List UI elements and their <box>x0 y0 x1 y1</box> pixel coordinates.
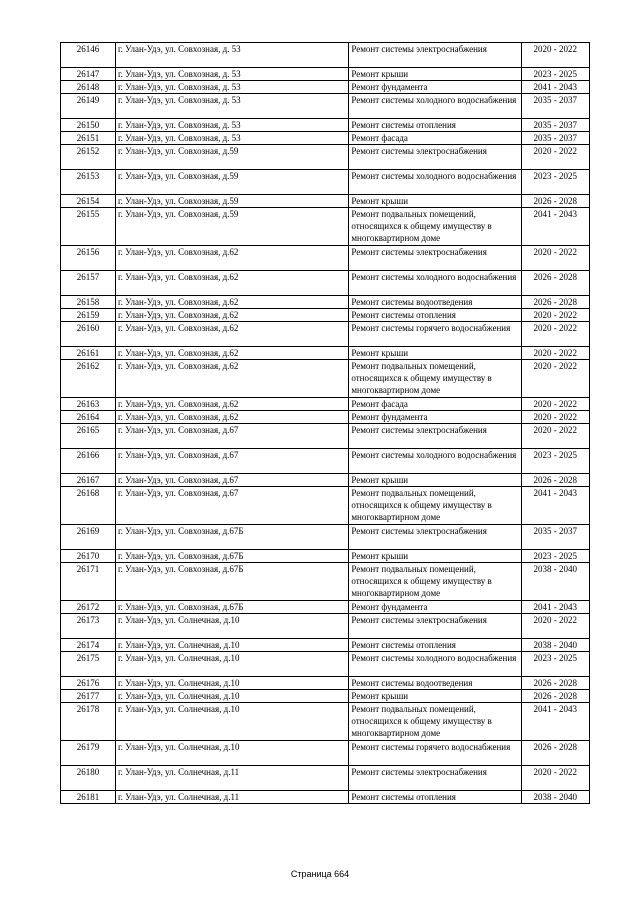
row-number-cell: 26174 <box>61 639 116 652</box>
work-type-cell: Ремонт системы электроснабжения <box>349 43 521 68</box>
address-cell: г. Улан-Удэ, ул. Солнечная, д.10 <box>115 677 348 690</box>
period-cell: 2020 - 2022 <box>521 411 589 424</box>
address-cell: г. Улан-Удэ, ул. Солнечная, д.10 <box>115 639 348 652</box>
work-type-cell: Ремонт крыши <box>349 690 521 703</box>
work-type-cell: Ремонт крыши <box>349 550 521 563</box>
table-row <box>61 525 590 550</box>
table-row <box>61 791 590 804</box>
table-row <box>61 43 590 68</box>
address-cell: г. Улан-Удэ, ул. Совхозная, д. 53 <box>115 68 348 81</box>
row-number-cell: 26167 <box>61 474 116 487</box>
address-cell: г. Улан-Удэ, ул. Совхозная, д.67 <box>115 474 348 487</box>
work-type-cell: Ремонт системы отопления <box>349 791 521 804</box>
table-row <box>61 601 590 614</box>
address-cell: г. Улан-Удэ, ул. Совхозная, д.67Б <box>115 601 348 614</box>
table-row <box>61 652 590 677</box>
work-type-cell: Ремонт системы отопления <box>349 639 521 652</box>
row-number-cell: 26164 <box>61 411 116 424</box>
period-cell: 2026 - 2028 <box>521 474 589 487</box>
period-cell: 2026 - 2028 <box>521 195 589 208</box>
period-cell: 2020 - 2022 <box>521 614 589 639</box>
period-cell: 2041 - 2043 <box>521 208 589 246</box>
work-type-cell: Ремонт подвальных помещений, относящихся к общему имуществу в многоквартирном доме <box>349 360 521 398</box>
row-number-cell: 26165 <box>61 424 116 449</box>
table-row <box>61 309 590 322</box>
address-cell: г. Улан-Удэ, ул. Совхозная, д.62 <box>115 309 348 322</box>
period-cell: 2023 - 2025 <box>521 170 589 195</box>
work-type-cell: Ремонт фундамента <box>349 601 521 614</box>
work-type-cell: Ремонт подвальных помещений, относящихся к общему имуществу в многоквартирном доме <box>349 563 521 601</box>
row-number-cell: 26171 <box>61 563 116 601</box>
address-cell: г. Улан-Удэ, ул. Совхозная, д.62 <box>115 271 348 296</box>
address-cell: г. Улан-Удэ, ул. Совхозная, д.62 <box>115 246 348 271</box>
table-row <box>61 208 590 246</box>
work-type-cell: Ремонт крыши <box>349 195 521 208</box>
table-row <box>61 145 590 170</box>
row-number-cell: 26161 <box>61 347 116 360</box>
period-cell: 2020 - 2022 <box>521 398 589 411</box>
period-cell: 2020 - 2022 <box>521 43 589 68</box>
address-cell: г. Улан-Удэ, ул. Совхозная, д. 53 <box>115 132 348 145</box>
period-cell: 2026 - 2028 <box>521 296 589 309</box>
row-number-cell: 26163 <box>61 398 116 411</box>
work-type-cell: Ремонт подвальных помещений, относящихся к общему имуществу в многоквартирном доме <box>349 208 521 246</box>
work-type-cell: Ремонт подвальных помещений, относящихся к общему имуществу в многоквартирном доме <box>349 487 521 525</box>
table-row <box>61 68 590 81</box>
row-number-cell: 26159 <box>61 309 116 322</box>
address-cell: г. Улан-Удэ, ул. Солнечная, д.10 <box>115 703 348 741</box>
work-type-cell: Ремонт системы электроснабжения <box>349 525 521 550</box>
address-cell: г. Улан-Удэ, ул. Совхозная, д. 53 <box>115 94 348 119</box>
table-row <box>61 195 590 208</box>
work-type-cell: Ремонт системы водоотведения <box>349 296 521 309</box>
work-type-cell: Ремонт системы отопления <box>349 119 521 132</box>
work-type-cell: Ремонт системы холодного водоснабжения <box>349 271 521 296</box>
period-cell: 2041 - 2043 <box>521 81 589 94</box>
table-row <box>61 614 590 639</box>
row-number-cell: 26153 <box>61 170 116 195</box>
address-cell: г. Улан-Удэ, ул. Солнечная, д.11 <box>115 791 348 804</box>
address-cell: г. Улан-Удэ, ул. Совхозная, д.62 <box>115 347 348 360</box>
work-type-cell: Ремонт системы отопления <box>349 309 521 322</box>
row-number-cell: 26155 <box>61 208 116 246</box>
table-row <box>61 360 590 398</box>
work-type-cell: Ремонт системы электроснабжения <box>349 766 521 791</box>
address-cell: г. Улан-Удэ, ул. Совхозная, д.67Б <box>115 550 348 563</box>
table-row <box>61 449 590 474</box>
address-cell: г. Улан-Удэ, ул. Солнечная, д.10 <box>115 690 348 703</box>
address-cell: г. Улан-Удэ, ул. Совхозная, д.59 <box>115 170 348 195</box>
work-type-cell: Ремонт крыши <box>349 474 521 487</box>
address-cell: г. Улан-Удэ, ул. Совхозная, д.62 <box>115 296 348 309</box>
row-number-cell: 26179 <box>61 741 116 766</box>
period-cell: 2041 - 2043 <box>521 703 589 741</box>
work-type-cell: Ремонт системы горячего водоснабжения <box>349 322 521 347</box>
table-row <box>61 766 590 791</box>
table-row <box>61 119 590 132</box>
row-number-cell: 26166 <box>61 449 116 474</box>
work-type-cell: Ремонт системы электроснабжения <box>349 424 521 449</box>
address-cell: г. Улан-Удэ, ул. Совхозная, д.67Б <box>115 525 348 550</box>
table-row <box>61 690 590 703</box>
period-cell: 2041 - 2043 <box>521 601 589 614</box>
work-type-cell: Ремонт системы водоотведения <box>349 677 521 690</box>
address-cell: г. Улан-Удэ, ул. Совхозная, д. 53 <box>115 119 348 132</box>
address-cell: г. Улан-Удэ, ул. Совхозная, д.59 <box>115 145 348 170</box>
table-row <box>61 487 590 525</box>
address-cell: г. Улан-Удэ, ул. Солнечная, д.10 <box>115 614 348 639</box>
row-number-cell: 26162 <box>61 360 116 398</box>
row-number-cell: 26170 <box>61 550 116 563</box>
period-cell: 2041 - 2043 <box>521 487 589 525</box>
period-cell: 2026 - 2028 <box>521 741 589 766</box>
period-cell: 2038 - 2040 <box>521 563 589 601</box>
row-number-cell: 26181 <box>61 791 116 804</box>
row-number-cell: 26173 <box>61 614 116 639</box>
address-cell: г. Улан-Удэ, ул. Совхозная, д.67 <box>115 449 348 474</box>
address-cell: г. Улан-Удэ, ул. Совхозная, д.59 <box>115 208 348 246</box>
address-cell: г. Улан-Удэ, ул. Совхозная, д.62 <box>115 360 348 398</box>
period-cell: 2035 - 2037 <box>521 94 589 119</box>
address-cell: г. Улан-Удэ, ул. Солнечная, д.11 <box>115 766 348 791</box>
row-number-cell: 26149 <box>61 94 116 119</box>
work-type-cell: Ремонт подвальных помещений, относящихся к общему имуществу в многоквартирном доме <box>349 703 521 741</box>
row-number-cell: 26148 <box>61 81 116 94</box>
period-cell: 2023 - 2025 <box>521 550 589 563</box>
table-row <box>61 170 590 195</box>
address-cell: г. Улан-Удэ, ул. Совхозная, д.67Б <box>115 563 348 601</box>
period-cell: 2026 - 2028 <box>521 271 589 296</box>
period-cell: 2020 - 2022 <box>521 360 589 398</box>
work-type-cell: Ремонт системы холодного водоснабжения <box>349 170 521 195</box>
period-cell: 2020 - 2022 <box>521 424 589 449</box>
address-cell: г. Улан-Удэ, ул. Совхозная, д. 53 <box>115 81 348 94</box>
period-cell: 2026 - 2028 <box>521 690 589 703</box>
table-row <box>61 424 590 449</box>
table-row <box>61 132 590 145</box>
table-row <box>61 322 590 347</box>
row-number-cell: 26157 <box>61 271 116 296</box>
row-number-cell: 26151 <box>61 132 116 145</box>
table-row <box>61 741 590 766</box>
period-cell: 2023 - 2025 <box>521 449 589 474</box>
table-row <box>61 474 590 487</box>
period-cell: 2035 - 2037 <box>521 119 589 132</box>
table-row <box>61 81 590 94</box>
work-type-cell: Ремонт крыши <box>349 68 521 81</box>
row-number-cell: 26176 <box>61 677 116 690</box>
table-row <box>61 563 590 601</box>
row-number-cell: 26150 <box>61 119 116 132</box>
period-cell: 2020 - 2022 <box>521 309 589 322</box>
work-type-cell: Ремонт крыши <box>349 347 521 360</box>
work-type-cell: Ремонт системы электроснабжения <box>349 145 521 170</box>
table-row <box>61 296 590 309</box>
work-type-cell: Ремонт фасада <box>349 132 521 145</box>
row-number-cell: 26172 <box>61 601 116 614</box>
row-number-cell: 26152 <box>61 145 116 170</box>
row-number-cell: 26177 <box>61 690 116 703</box>
work-type-cell: Ремонт фундамента <box>349 81 521 94</box>
row-number-cell: 26146 <box>61 43 116 68</box>
table-row <box>61 398 590 411</box>
address-cell: г. Улан-Удэ, ул. Солнечная, д.10 <box>115 741 348 766</box>
table-body <box>61 43 590 804</box>
table-row <box>61 271 590 296</box>
address-cell: г. Улан-Удэ, ул. Совхозная, д. 53 <box>115 43 348 68</box>
row-number-cell: 26156 <box>61 246 116 271</box>
address-cell: г. Улан-Удэ, ул. Солнечная, д.10 <box>115 652 348 677</box>
period-cell: 2020 - 2022 <box>521 145 589 170</box>
period-cell: 2020 - 2022 <box>521 322 589 347</box>
period-cell: 2020 - 2022 <box>521 347 589 360</box>
work-type-cell: Ремонт системы электроснабжения <box>349 246 521 271</box>
row-number-cell: 26178 <box>61 703 116 741</box>
period-cell: 2020 - 2022 <box>521 766 589 791</box>
address-cell: г. Улан-Удэ, ул. Совхозная, д.62 <box>115 322 348 347</box>
work-type-cell: Ремонт системы холодного водоснабжения <box>349 652 521 677</box>
row-number-cell: 26154 <box>61 195 116 208</box>
table-row <box>61 411 590 424</box>
work-type-cell: Ремонт системы горячего водоснабжения <box>349 741 521 766</box>
work-type-cell: Ремонт системы холодного водоснабжения <box>349 94 521 119</box>
row-number-cell: 26180 <box>61 766 116 791</box>
period-cell: 2026 - 2028 <box>521 677 589 690</box>
address-cell: г. Улан-Удэ, ул. Совхозная, д.62 <box>115 411 348 424</box>
row-number-cell: 26160 <box>61 322 116 347</box>
table-row <box>61 94 590 119</box>
address-cell: г. Улан-Удэ, ул. Совхозная, д.67 <box>115 424 348 449</box>
table-row <box>61 639 590 652</box>
row-number-cell: 26158 <box>61 296 116 309</box>
period-cell: 2035 - 2037 <box>521 525 589 550</box>
period-cell: 2038 - 2040 <box>521 639 589 652</box>
capital-repair-table <box>60 42 590 804</box>
row-number-cell: 26169 <box>61 525 116 550</box>
table-row <box>61 703 590 741</box>
address-cell: г. Улан-Удэ, ул. Совхозная, д.62 <box>115 398 348 411</box>
address-cell: г. Улан-Удэ, ул. Совхозная, д.67 <box>115 487 348 525</box>
page-number: Страница 664 <box>290 869 350 879</box>
period-cell: 2038 - 2040 <box>521 791 589 804</box>
row-number-cell: 26168 <box>61 487 116 525</box>
table-row <box>61 677 590 690</box>
row-number-cell: 26175 <box>61 652 116 677</box>
work-type-cell: Ремонт фасада <box>349 398 521 411</box>
work-type-cell: Ремонт фундамента <box>349 411 521 424</box>
work-type-cell: Ремонт системы холодного водоснабжения <box>349 449 521 474</box>
table-row <box>61 550 590 563</box>
table-row <box>61 246 590 271</box>
address-cell: г. Улан-Удэ, ул. Совхозная, д.59 <box>115 195 348 208</box>
period-cell: 2035 - 2037 <box>521 132 589 145</box>
period-cell: 2023 - 2025 <box>521 68 589 81</box>
table-row <box>61 347 590 360</box>
row-number-cell: 26147 <box>61 68 116 81</box>
period-cell: 2020 - 2022 <box>521 246 589 271</box>
period-cell: 2023 - 2025 <box>521 652 589 677</box>
work-type-cell: Ремонт системы электроснабжения <box>349 614 521 639</box>
